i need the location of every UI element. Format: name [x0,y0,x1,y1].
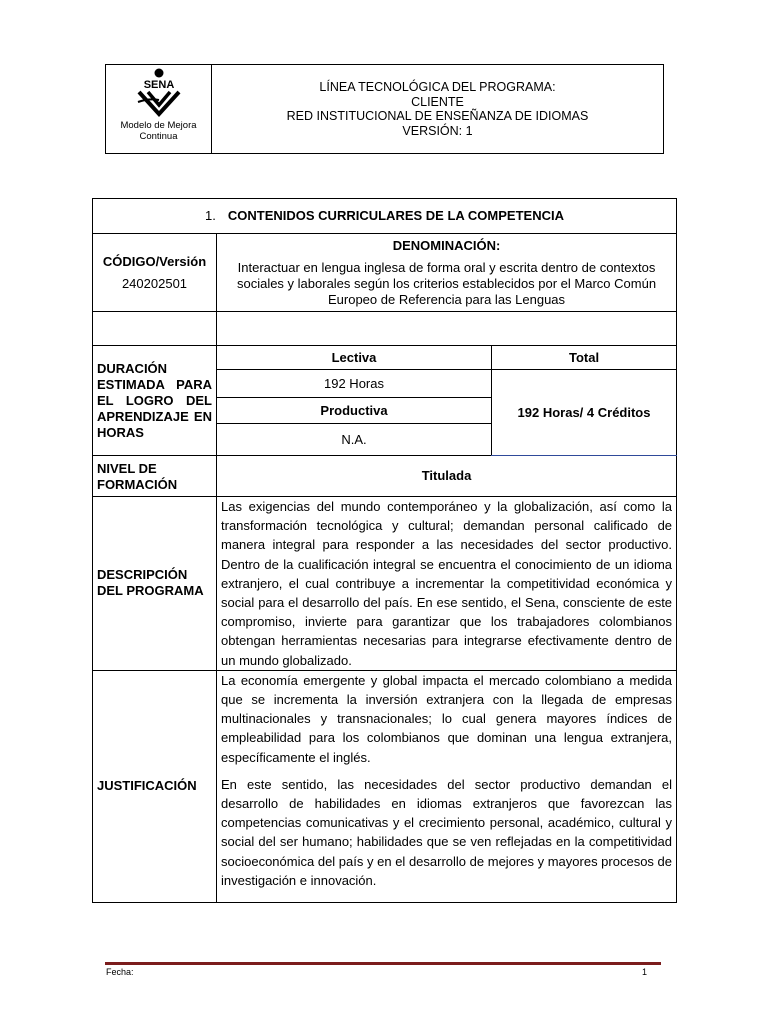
footer-date-label: Fecha: [106,967,134,977]
logo-caption-line2: Continua [139,131,178,142]
curriculum-table [92,198,677,903]
header-line-2: CLIENTE [411,94,464,109]
code-label: CÓDIGO/Versión [102,253,207,269]
productiva-label: Productiva [217,398,492,424]
header-text-cell [212,65,663,153]
productiva-value: N.A. [217,424,492,456]
descripcion-cell [217,497,677,671]
logo-caption-line1: Modelo de Mejora [120,120,197,131]
justificacion-paragraph-1: La economía emergente y global impacta el mercado colombiano a medida que se incrementa la inversión extranjera con la llegada de empresas multinacionales y transnacionales; lo cual genera mayores índices de empleabilidad para los colombianos que dominan una lengua extranjera, específicamente el inglés. [221,672,673,765]
lectiva-label: Lectiva [217,346,492,370]
descripcion-label: DESCRIPCIÓN DEL PROGRAMA [93,497,217,671]
justificacion-paragraph-2: En este sentido, las necesidades del sector productivo demandan el desarrollo de habilidades en idiomas extranjeros que favorezcan las competencias comunicativas y el crecimiento personal, académico, cultural y social del ser humano; habilidades que se ven reflejadas en la competitividad socioeconómica del país y en el desarrollo de mejores y mayores procesos de investigación e innovación. [221,776,673,888]
denominacion-label: DENOMINACIÓN: [392,237,501,253]
logo-text: SENA [143,79,174,91]
total-value: 192 Horas/ 4 Créditos [492,370,677,456]
document-header [105,64,664,154]
footer-page-number: 1 [642,967,648,977]
descripcion-text: Las exigencias del mundo contemporáneo y la globalización, así como la transformación tecnológica y cultural; demandan personal calificado de manera integral para responder a las necesidades del sector productivo. Dentro de la cualificación integral se encuentra el conocimiento de un idioma extranjero, el cual contribuye a incrementar la competitividad económica y social para el desarrollo del país. En ese sentido, el Sena, consciente de este compromiso, invierte para garantizar que los trabajadores colombianos obtengan herramientas necesarias para integrarse efectivamente dentro de un mundo globalizado. [221,499,673,668]
justificacion-cell [217,670,677,902]
header-line-1: LÍNEA TECNOLÓGICA DEL PROGRAMA: [319,80,556,94]
justificacion-label: JUSTIFICACIÓN [93,670,217,902]
nivel-value: Titulada [217,456,677,497]
total-label: Total [492,346,677,370]
code-value: 240202501 [121,275,188,291]
header-line-4: VERSIÓN: 1 [402,123,473,138]
header-line-3: RED INSTITUCIONAL DE ENSEÑANZA DE IDIOMAS [286,109,589,123]
code-cell [93,234,217,312]
nivel-label: NIVEL DE FORMACIÓN [93,456,217,497]
duration-label: DURACIÓN ESTIMADA PARA EL LOGRO DEL APRENDIZAJE EN HORAS [93,346,217,456]
denominacion-text: Interactuar en lengua inglesa de forma oral y escrita dentro de contextos sociales y laborales según los criterios establecidos por el Marco Común Europeo de Referencia para las Lenguas [236,259,657,307]
footer-divider [105,962,661,965]
empty-cell-right [217,312,677,346]
denominacion-cell [217,234,677,312]
section-number: 1. [205,208,216,223]
section-title: CONTENIDOS CURRICULARES DE LA COMPETENCIA [227,208,564,223]
lectiva-value: 192 Horas [217,370,492,398]
sena-logo-icon [135,68,183,118]
empty-cell-left [93,312,217,346]
logo-cell [106,65,212,153]
section-title-cell [93,199,677,234]
